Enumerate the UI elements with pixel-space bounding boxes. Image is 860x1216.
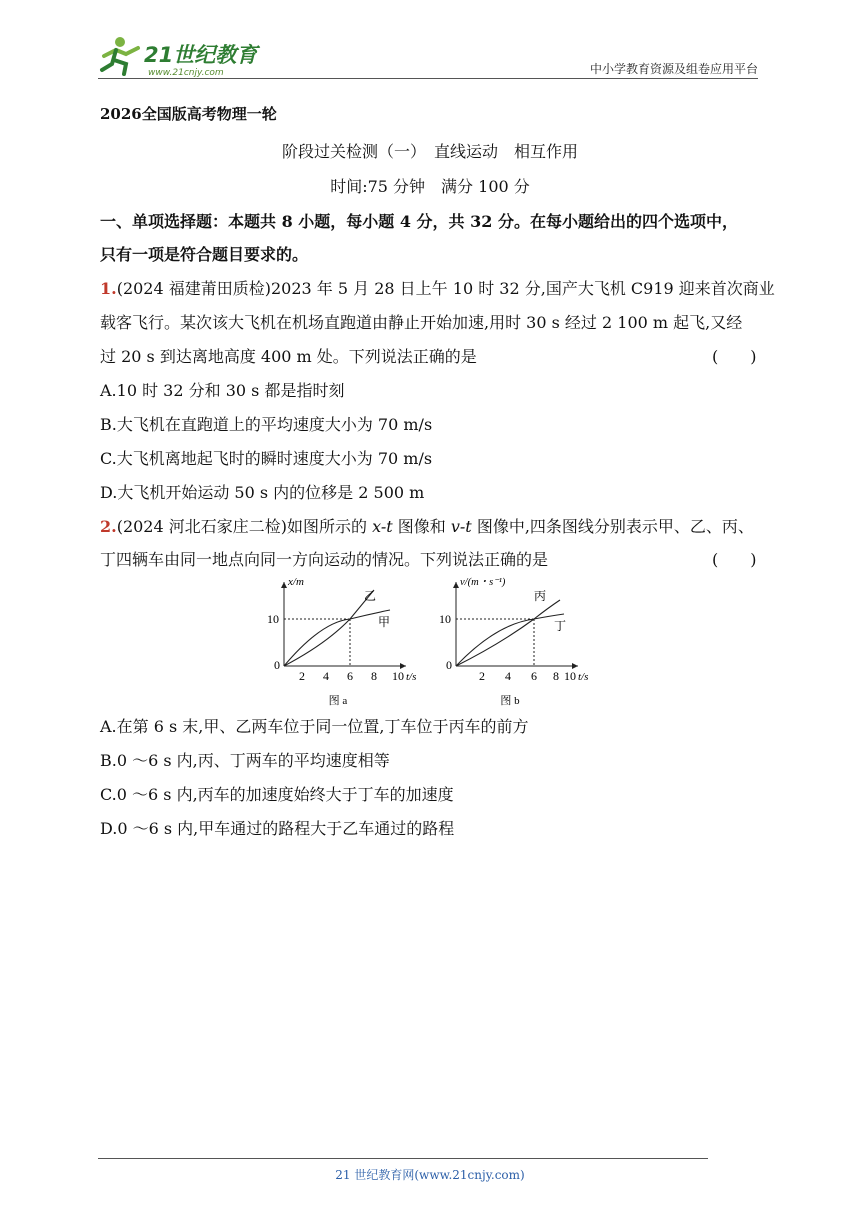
q2-text-1a: (2024 河北石家庄二检)如图所示的 bbox=[116, 517, 373, 536]
doc-title: 阶段过关检测（一） 直线运动 相互作用 bbox=[281, 142, 578, 161]
q2-figure bbox=[266, 574, 596, 714]
footer-text: 21 世纪教育网(www.21cnjy.com) bbox=[335, 1168, 525, 1182]
graph-a-curve-yi bbox=[284, 589, 377, 666]
q1-line1 bbox=[100, 276, 775, 299]
platform-name: 中小学教育资源及组卷应用平台 bbox=[589, 62, 758, 76]
graph-b-xtick: 8 bbox=[553, 669, 559, 683]
time-info: 时间:75 分钟 满分 100 分 bbox=[330, 177, 530, 196]
graph-b bbox=[439, 577, 588, 707]
graph-a-xlabel: t/s bbox=[406, 671, 417, 683]
series-title: 2026全国版高考物理一轮 bbox=[100, 105, 277, 123]
graph-a-xtick: 4 bbox=[323, 669, 329, 683]
graph-a-label-jia: 甲 bbox=[378, 615, 391, 629]
graph-b-origin: 0 bbox=[446, 658, 452, 672]
q1-line2: 载客飞行。某次该大飞机在机场直跑道由静止开始加速,用时 30 s 经过 2 100 m 起飞,又经 bbox=[100, 313, 743, 332]
graph-b-xtick: 2 bbox=[479, 669, 485, 683]
graph-a-y-arrow bbox=[281, 582, 287, 588]
graph-a-xtick: 6 bbox=[347, 669, 353, 683]
graph-b-ylabel: v/(m・s⁻¹) bbox=[460, 577, 506, 588]
graph-a-caption: 图 a bbox=[328, 695, 348, 707]
graph-a-ytick: 10 bbox=[267, 612, 279, 626]
runner-icon bbox=[102, 37, 138, 74]
section-heading-line2: 只有一项是符合题目要求的。 bbox=[100, 245, 309, 264]
logo-url-text: www.21cnjy.com bbox=[148, 68, 224, 78]
q2-figure-svg bbox=[266, 574, 596, 714]
q2-answer-blank: ( ) bbox=[712, 550, 757, 569]
page-header bbox=[98, 30, 758, 80]
q1-option-c: C.大飞机离地起飞时的瞬时速度大小为 70 m/s bbox=[100, 449, 433, 468]
graph-b-xtick: 6 bbox=[531, 669, 537, 683]
q2-text-vt: v-t bbox=[450, 517, 472, 536]
graph-b-xtick: 10 bbox=[564, 669, 576, 683]
graph-a bbox=[267, 576, 416, 707]
graph-a-xtick: 8 bbox=[371, 669, 377, 683]
graph-b-label-ding: 丁 bbox=[554, 619, 567, 633]
q2-option-c: C.0 ～6 s 内,丙车的加速度始终大于丁车的加速度 bbox=[100, 785, 454, 804]
graph-b-curve-bing bbox=[456, 600, 560, 666]
header-divider bbox=[98, 78, 758, 79]
q1-option-d: D.大飞机开始运动 50 s 内的位移是 2 500 m bbox=[100, 483, 425, 502]
graph-b-label-bing: 丙 bbox=[534, 589, 547, 603]
graph-b-caption: 图 b bbox=[500, 695, 520, 707]
q1-option-b: B.大飞机在直跑道上的平均速度大小为 70 m/s bbox=[100, 415, 433, 434]
q2-option-b: B.0 ～6 s 内,丙、丁两车的平均速度相等 bbox=[100, 751, 390, 770]
site-logo bbox=[98, 34, 268, 78]
q2-text-1c: 图像和 bbox=[392, 517, 451, 536]
q1-number: 1. bbox=[100, 279, 117, 298]
graph-a-label-yi: 乙 bbox=[364, 589, 377, 603]
graph-a-origin: 0 bbox=[274, 658, 280, 672]
graph-b-xtick: 4 bbox=[505, 669, 511, 683]
graph-a-ylabel: x/m bbox=[288, 576, 304, 588]
graph-b-xlabel: t/s bbox=[578, 671, 589, 683]
q2-option-a: A.在第 6 s 末,甲、乙两车位于同一位置,丁车位于丙车的前方 bbox=[100, 717, 529, 736]
q2-text-1e: 图像中,四条图线分别表示甲、乙、丙、 bbox=[471, 517, 754, 536]
section-heading-line1: 一、单项选择题：本题共 8 小题，每小题 4 分，共 32 分。在每小题给出的四个选项中， bbox=[100, 212, 738, 231]
q1-line3: 过 20 s 到达离地高度 400 m 处。下列说法正确的是 bbox=[100, 347, 477, 366]
q1-option-a: A.10 时 32 分和 30 s 都是指时刻 bbox=[100, 381, 345, 400]
q2-line1 bbox=[100, 514, 754, 537]
graph-a-xtick: 10 bbox=[392, 669, 404, 683]
q2-number: 2. bbox=[100, 517, 117, 536]
q1-text-1: (2024 福建莆田质检)2023 年 5 月 28 日上午 10 时 32 分,国产大飞机 C919 迎来首次商业 bbox=[116, 279, 775, 298]
graph-b-y-arrow bbox=[453, 582, 459, 588]
q1-answer-blank: ( ) bbox=[712, 347, 757, 366]
footer-divider bbox=[98, 1158, 708, 1159]
graph-a-xtick: 2 bbox=[299, 669, 305, 683]
q2-text-xt: x-t bbox=[372, 517, 393, 536]
graph-b-ytick: 10 bbox=[439, 612, 451, 626]
q2-line2: 丁四辆车由同一地点向同一方向运动的情况。下列说法正确的是 bbox=[100, 550, 549, 569]
q2-option-d: D.0 ～6 s 内,甲车通过的路程大于乙车通过的路程 bbox=[100, 819, 455, 838]
logo-text: 21世纪教育 bbox=[144, 43, 258, 67]
